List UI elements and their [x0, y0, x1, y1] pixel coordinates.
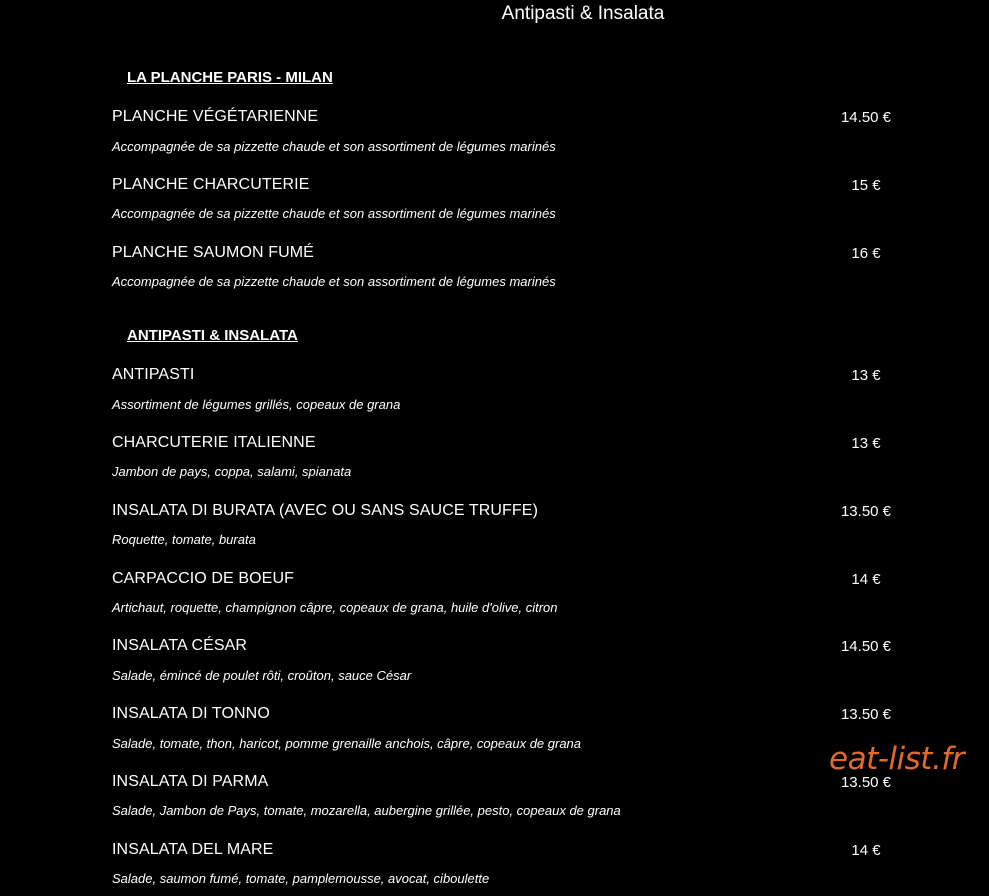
item-description: Accompagnée de sa pizzette chaude et son assortiment de légumes marinés	[112, 274, 556, 289]
item-name: CARPACCIO DE BOEUF	[112, 570, 294, 587]
section-title-planche: LA PLANCHE PARIS - MILAN	[127, 69, 333, 86]
item-description: Roquette, tomate, burata	[112, 532, 256, 547]
item-name: INSALATA DI PARMA	[112, 773, 269, 790]
item-price: 13 €	[851, 367, 881, 384]
section-title-antipasti: ANTIPASTI & INSALATA	[127, 327, 298, 344]
item-name: PLANCHE SAUMON FUMÉ	[112, 244, 314, 261]
item-name: CHARCUTERIE ITALIENNE	[112, 434, 316, 451]
item-description: Accompagnée de sa pizzette chaude et son assortiment de légumes marinés	[112, 206, 556, 221]
item-description: Accompagnée de sa pizzette chaude et son assortiment de légumes marinés	[112, 139, 556, 154]
item-price: 14 €	[851, 571, 881, 588]
item-price: 16 €	[851, 245, 881, 262]
item-name: PLANCHE VÉGÉTARIENNE	[112, 108, 319, 125]
item-description: Assortiment de légumes grillés, copeaux de grana	[112, 397, 401, 412]
item-name: ANTIPASTI	[112, 366, 195, 383]
item-price: 14.50 €	[840, 638, 892, 655]
item-description: Salade, saumon fumé, tomate, pamplemousse, avocat, ciboulette	[112, 871, 490, 886]
watermark-logo: eat-list.fr	[829, 741, 964, 777]
item-price: 13.50 €	[840, 503, 892, 520]
item-name: INSALATA DI BURATA (AVEC OU SANS SAUCE TRUFFE)	[112, 502, 539, 519]
item-description: Salade, émincé de poulet rôti, croûton, sauce César	[112, 668, 412, 683]
item-price: 13.50 €	[840, 706, 892, 723]
item-price: 13.50 €	[840, 774, 892, 791]
item-price: 14.50 €	[840, 109, 892, 126]
item-price: 15 €	[851, 177, 881, 194]
item-description: Salade, tomate, thon, haricot, pomme grenaille anchois, câpre, copeaux de grana	[112, 736, 582, 751]
item-price: 14 €	[851, 842, 881, 859]
item-name: PLANCHE CHARCUTERIE	[112, 176, 310, 193]
item-description: Artichaut, roquette, champignon câpre, copeaux de grana, huile d'olive, citron	[112, 600, 558, 615]
item-name: INSALATA DI TONNO	[112, 705, 270, 722]
item-name: INSALATA CÉSAR	[112, 637, 248, 654]
item-description: Salade, Jambon de Pays, tomate, mozarella, aubergine grillée, pesto, copeaux de grana	[112, 803, 621, 818]
page-title: Antipasti & Insalata	[501, 3, 665, 24]
item-name: INSALATA DEL MARE	[112, 841, 274, 858]
item-description: Jambon de pays, coppa, salami, spianata	[112, 464, 352, 479]
item-price: 13 €	[851, 435, 881, 452]
